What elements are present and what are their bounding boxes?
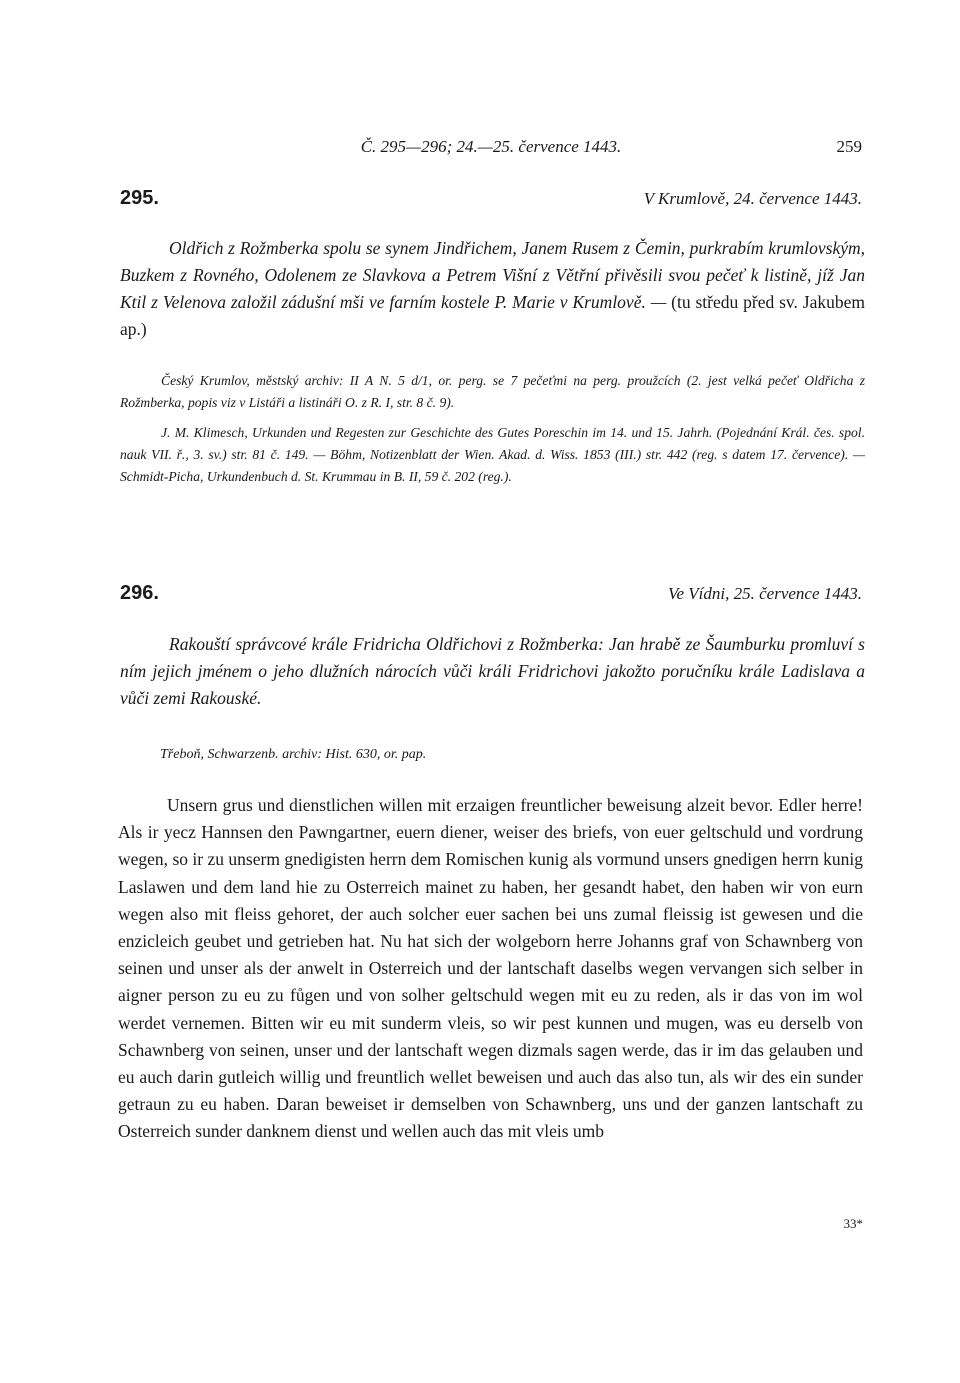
entry-number: 296.: [120, 582, 159, 604]
entry-regest-296: Rakouští správcové krále Fridricha Oldřichovi z Rožmberka: Jan hrabě ze Šaumburku promluví s ním jejich jménem o jeho dlužních nárocích vůči králi Fridrichovi jakožto poručníku krále Ladislava a vůči zemi Rakouské.: [120, 634, 865, 708]
entry-number: 295.: [120, 187, 159, 209]
apparatus-archive: Český Krumlov, městský archiv: II A N. 5 d/1, or. perg. se 7 pečeťmi na perg. proužcích (2. jest velká pečeť Oldřicha z Rožmberka, popis viz v Listáři a listináři O. z R. I, str. 8 č. 9).: [120, 373, 865, 410]
entry-heading-296: [120, 582, 862, 610]
regest-text: Oldřich z Rožmberka spolu se synem Jindřichem, Janem Rusem z Čemin, purkrabím krumlovským, Buzkem z Rovného, Odolenem ze Slavkova a Petrem Višní z Větřní přivěsili svou pečeť k listině, jíž Jan Ktil z Velenova založil zádušní mši ve farním kostele P. Marie v Krumlově. —: [120, 238, 865, 312]
entry-place-date: Ve Vídni, 25. července 1443.: [667, 584, 862, 603]
letter-text: Unsern grus und dienstlichen willen mit erzaigen freuntlicher beweisung alzeit bevor. Edler herre! Als ir yecz Hannsen den Pawngartner, euern diener, weiser des briefs, von euer geltschuld und vordrung wegen, so ir zu unserm gnedigisten herrn dem Romischen kunig als vormund unsers gnedigen herrn kunig Laslawen und dem land hie zu Osterreich mainet zu haben, her gesandt habet, den haben wir von eurn wegen also mit fleiss gehoret, der auch solcher euer sachen bei uns zumal fleissig ist gewesen und die enzicleich geubet und getrieben hat. Nu hat sich der wolgeborn herre Johanns graf von Schawnberg von seinen und unser als der anwelt in Osterreich und der lantschaft daselbs wegen vervangen sich selber in aigner person zu eu zu fůgen und von solher geltschuld wegen mit eu zu reden, als ir das von im wol werdet vernemen. Bitten wir eu mit sunderm vleis, so wir pest kunnen und mugen, was eu derselb von Schawnberg von seinen, unser und der lantschaft wegen dizmals sagen werde, das ir im das gelauben und eu auch darin gutleich willig und freuntlich wellet beweisen und auch das also tun, als wir des ein sunder getraun zu eu haben. Daran beweiset ir demselben von Schawnberg, uns und der ganzen lantschaft zu Osterreich sunder danknem dienst und wellen auch das mit vleis umb: [118, 795, 863, 1142]
running-title: Č. 295—296; 24.—25. července 1443.: [360, 137, 622, 156]
signature-mark: 33*: [843, 1216, 863, 1231]
entry-heading-295: [120, 187, 862, 215]
apparatus-literature: J. M. Klimesch, Urkunden und Regesten zur Geschichte des Gutes Poreschin im 14. und 15. Jahrh. (Pojednání Král. čes. spol. nauk VII. ř., 3. sv.) str. 81 č. 149. — Böhm, Notizenblatt der Wien. Akad. d. Wiss. 1853 (III.) str. 442 (reg. s datem 17. července). — Schmidt-Picha, Urkundenbuch d. St. Krummau in B. II, 59 č. 202 (reg.).: [120, 425, 865, 484]
page-number: 259: [836, 137, 862, 156]
entry-place-date: V Krumlově, 24. července 1443.: [643, 189, 862, 208]
regest-dating: (tu středu před sv. Jakubem ap.): [120, 292, 866, 339]
entry-regest-295: [120, 235, 865, 343]
source-archive: Třeboň, Schwarzenb. archiv: Hist. 630, or. pap.: [160, 747, 427, 762]
running-header: [120, 137, 862, 161]
